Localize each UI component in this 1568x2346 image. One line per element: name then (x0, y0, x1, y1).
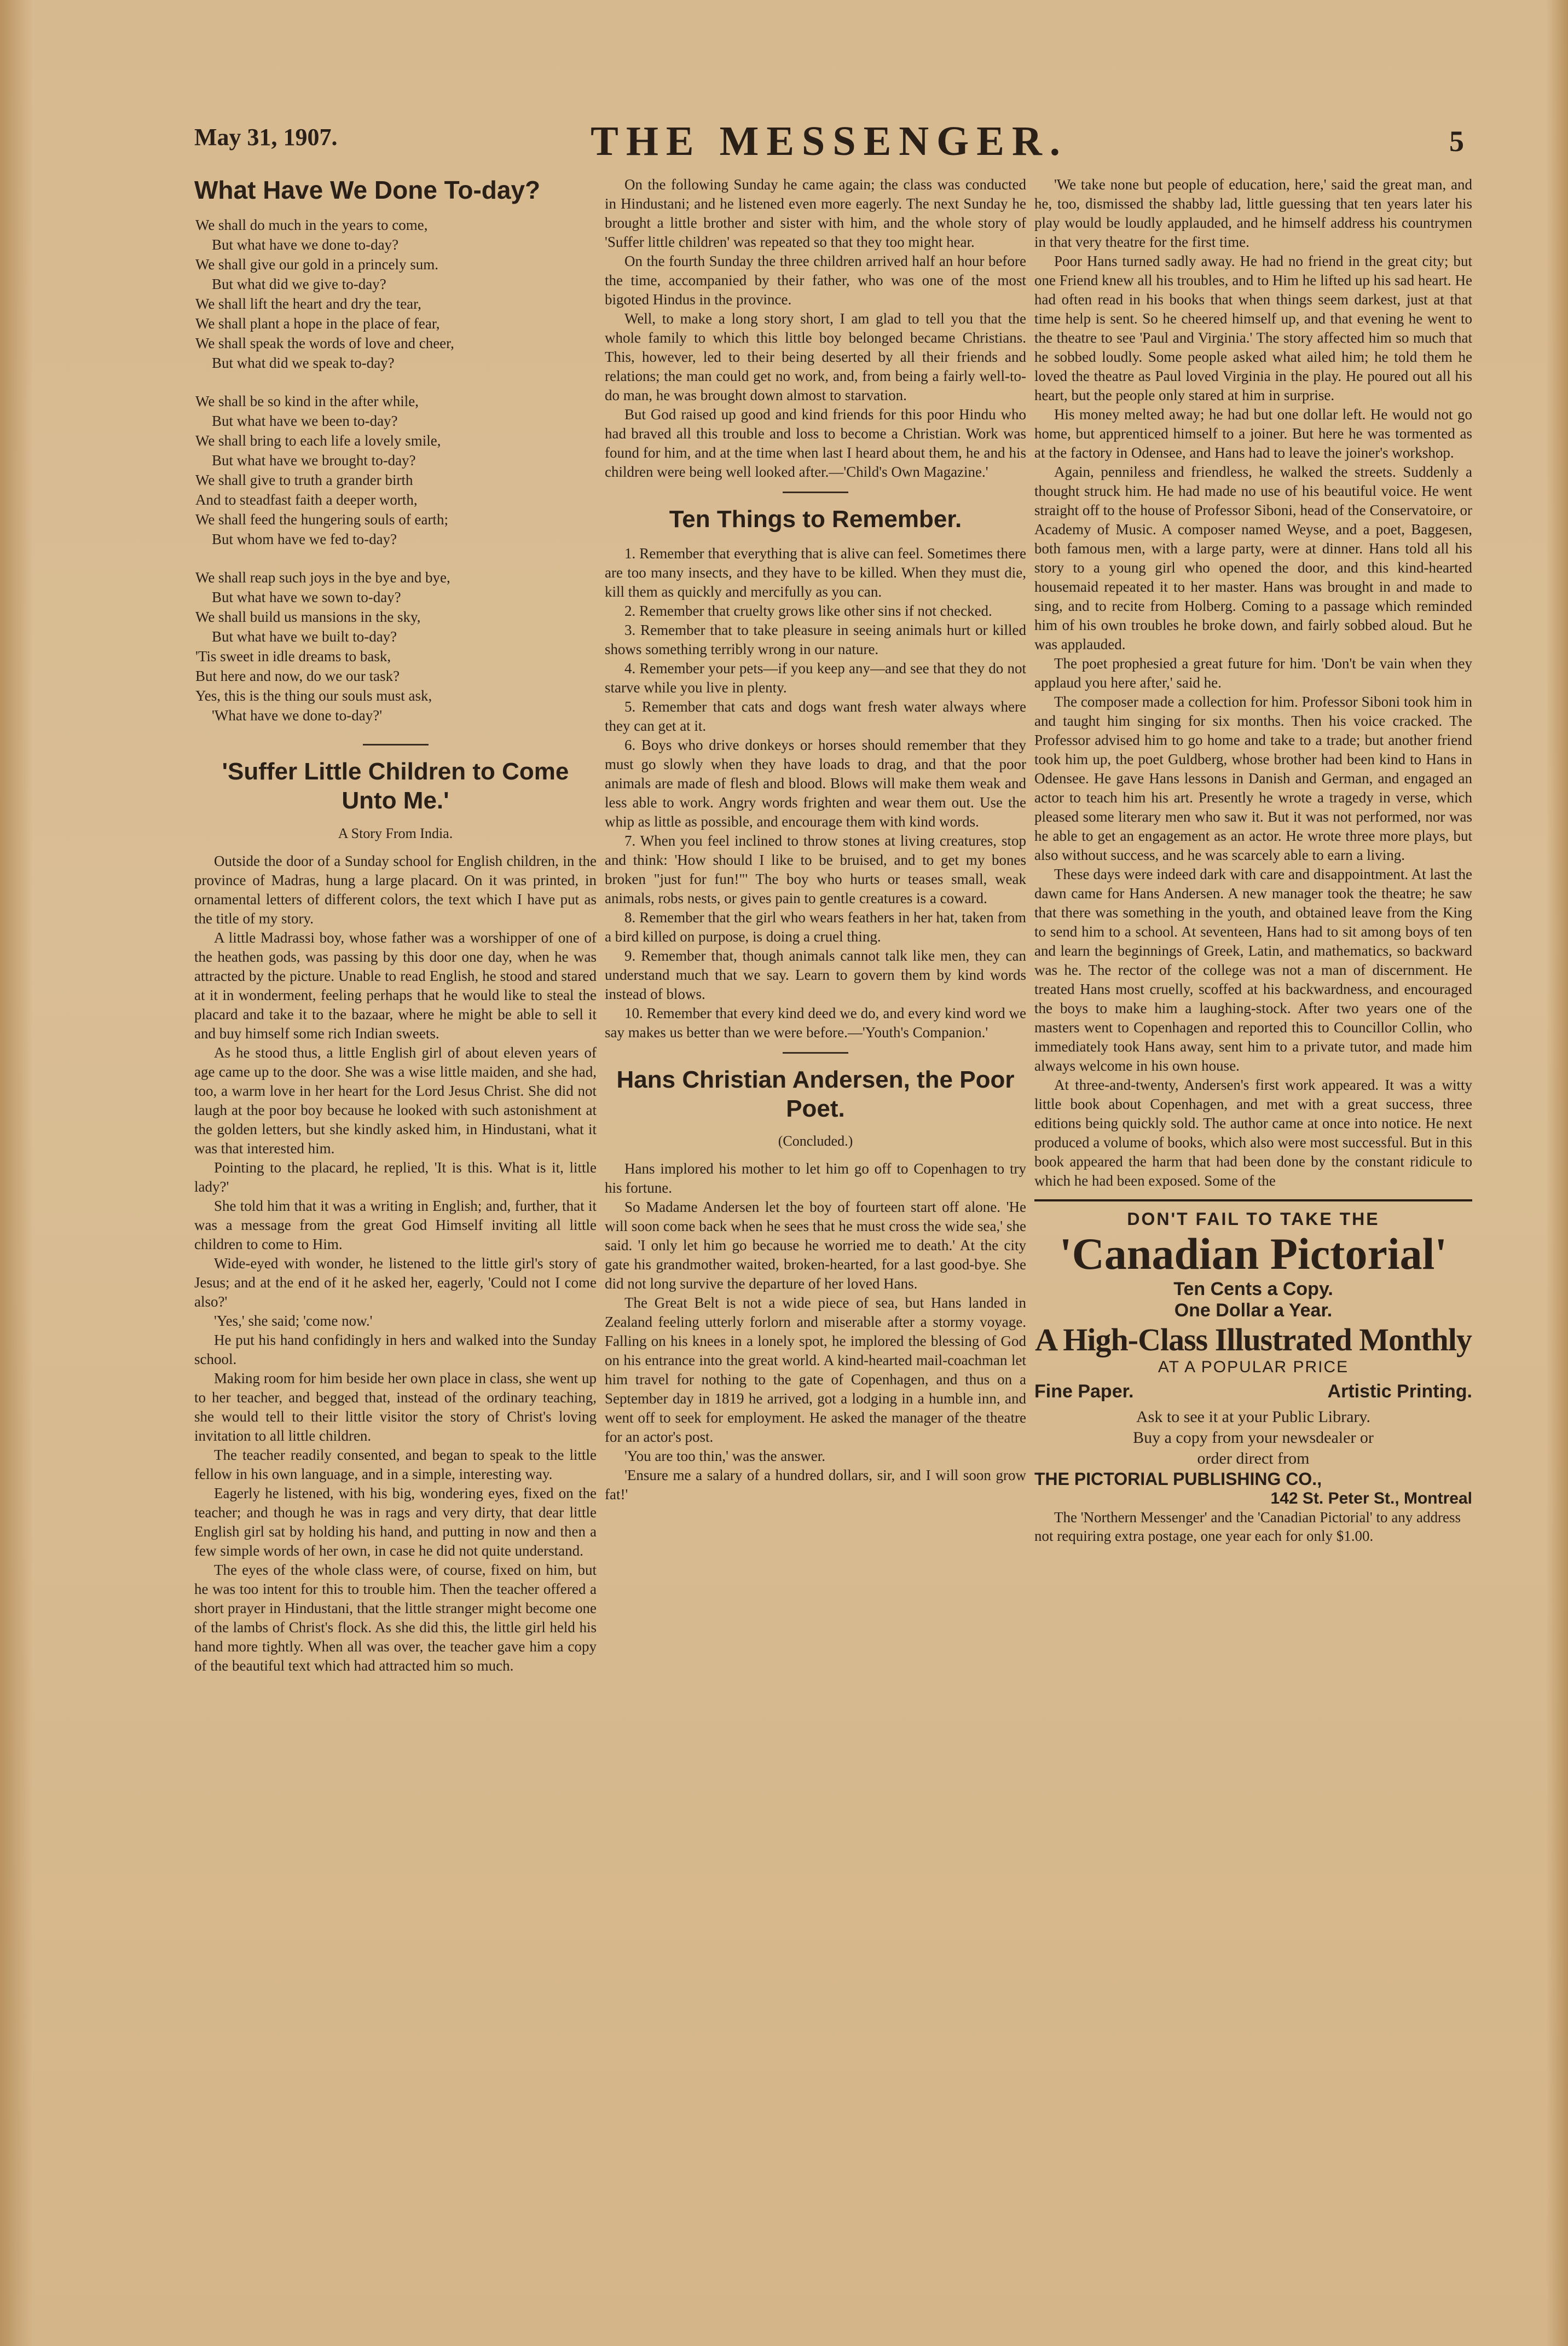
poem-line: But here and now, do we our task? (195, 668, 400, 685)
poem-line: But what have we done to-day? (212, 236, 399, 253)
story-paragraph: The eyes of the whole class were, of course, fixed on him, but he was too intent for this to trouble him. Then the teacher offered a short prayer in Hindustani, that the little stranger might become one of the lambs of Christ's flock. As she did this, the little girl held his hand more tightly. When all was over, the teacher gave him a copy of the beautiful text which had attracted him so much. (194, 1561, 597, 1674)
ad-price-year: One Dollar a Year. (1174, 1300, 1333, 1321)
story-paragraph: Eagerly he listened, with his big, wondering eyes, fixed on the teacher; and though he was in rags and very dirty, that dear little English girl sat by holding his hand, and putting in now and then a few simple words of her own, in case he did not quite understand. (194, 1484, 597, 1559)
ten-things-title: Ten Things to Remember. (669, 506, 962, 533)
andersen-subtitle: (Concluded.) (778, 1133, 853, 1149)
poem-title: What Have We Done To-day? (194, 176, 541, 204)
story-paragraph: He put his hand confidingly in hers and walked into the Sunday school. (194, 1331, 597, 1367)
page-header (194, 118, 1464, 178)
poem-stanza (195, 568, 597, 725)
andersen-paragraph: The poet prophesied a great future for him. 'Don't be vain when they applaud you here after,' said he. (1034, 655, 1472, 691)
poem-line: We shall be so kind in the after while, (195, 393, 419, 410)
story-paragraph: The teacher readily consented, and began to speak to the little fellow in his own language, and in a simple, interesting way. (194, 1446, 597, 1482)
poem-line: Yes, this is the thing our souls must ask, (195, 687, 432, 704)
andersen-paragraph: The composer made a collection for him. Professor Siboni took him in and taught him singing for six months. Then his voice cracked. The Professor advised him to go home and take to a trade; but another friend took him up, the poet Guldberg, whose brother had been kind to Hans in Odensee. He gave Hans lessons in Danish and German, and engaged an actor to teach him his art. Presently he wrote a tragedy in verse, which pleased some literary men who saw it. But it was not performed, nor was he able to get an engagement as an actor. He wrote three more plays, but also without success, and he was scarcely able to earn a living. (1034, 694, 1472, 863)
story-paragraph: On the fourth Sunday the three children arrived half an hour before the time, accompanied by their father, who was one of the most bigoted Hindus in the province. (605, 253, 1026, 308)
story-paragraph: But God raised up good and kind friends for this poor Hindu who had braved all this trouble and loss to become a Christian. Work was found for him, and at the time when last I heard about them, he and his children were being well looked after.—'Child's Own Magazine.' (605, 406, 1026, 480)
ad-ask-line: Buy a copy from your newsdealer or (1133, 1429, 1374, 1447)
andersen-body-part-2 (1034, 175, 1472, 1191)
andersen-paragraph: The Great Belt is not a wide piece of sea, but Hans landed in Zealand feeling utterly forlorn and miserable after a stormy voyage. Falling on his knees in a lonely spot, he implored the blessing of God on his entrance into the great world. A kind-hearted mail-coachman let him travel for nothing to the gate of Copenhagen, and thus on a September day in 1819 he arrived, got a lodging in a humble inn, and went off to seek for employment. He asked the manager of the theatre for an actor's post. (605, 1295, 1026, 1446)
andersen-body-part-1 (605, 1159, 1026, 1504)
andersen-paragraph: 'We take none but people of education, here,' said the great man, and he, too, dismissed the shabby lad, little guessing that ten years later his play would be loudly applauded, and he himself address his countrymen in that very theatre for the first time. (1034, 176, 1472, 250)
ad-line-dont-fail: DON'T FAIL TO TAKE THE (1127, 1209, 1380, 1229)
ten-things-item: 3. Remember that to take pleasure in seeing animals hurt or killed shows something terribly wrong in our nature. (605, 621, 1026, 657)
poem-line: But what did we give to-day? (212, 276, 386, 293)
ad-tagline: A High-Class Illustrated Monthly (1035, 1322, 1472, 1358)
poem-line: We shall bring to each life a lovely smile, (195, 432, 441, 449)
ad-offer: The 'Northern Messenger' and the 'Canadian Pictorial' to any address not requiring extra postage, one year each for only $1.00. (1034, 1509, 1461, 1545)
ten-things-item: 10. Remember that every kind deed we do, and every kind word we say makes us better than we were before.—'Youth's Companion.' (605, 1004, 1026, 1041)
column-1 (194, 175, 597, 1675)
poem-line: We shall give our gold in a princely sum. (195, 256, 438, 273)
story-paragraph: Making room for him beside her own place in class, she went up to her teacher, and begged that, instead of the ordinary teaching, she would tell to their little visitor the story of Christ's loving invitation to all little children. (194, 1370, 597, 1444)
ad-popular-price: AT A POPULAR PRICE (1158, 1358, 1349, 1377)
story-paragraph: Wide-eyed with wonder, he listened to the little girl's story of Jesus; and at the end of it he asked her, eagerly, 'Could not I come also?' (194, 1255, 597, 1310)
ten-things-item: 1. Remember that everything that is alive can feel. Sometimes there are too many insects, and they have to be killed. When they must die, kill them as quickly and mercifully as you can. (605, 545, 1026, 600)
ad-price-copy: Ten Cents a Copy. (1173, 1279, 1333, 1300)
poem-line: And to steadfast faith a deeper worth, (195, 492, 418, 509)
story-body-part-2 (605, 175, 1026, 482)
poem-body (195, 215, 597, 725)
story-title: 'Suffer Little Children to Come Unto Me.' (222, 758, 569, 814)
poem-line: But what did we speak to-day? (212, 355, 395, 372)
ten-things-body (605, 544, 1026, 1042)
andersen-paragraph: His money melted away; he had but one dollar left. He would not go home, but apprenticed himself to a joiner. But here he was tormented as at the factory in Odensee, and Hans had to leave the joiner's workshop. (1034, 406, 1472, 461)
poem-line: We shall speak the words of love and cheer, (195, 335, 454, 352)
masthead: THE MESSENGER. (591, 118, 1068, 164)
story-paragraph: 'Yes,' she said; 'come now.' (214, 1312, 373, 1329)
andersen-paragraph: 'You are too thin,' was the answer. (624, 1448, 825, 1465)
andersen-paragraph: These days were indeed dark with care and disappointment. At last the dawn came for Hans Andersen. A new manager took the theatre; he saw that there was something in the youth, and obtained leave from the King to send him to a school. At seventeen, Hans had to sit among boys of ten and learn the beginnings of Greek, Latin, and mathematics, so backward was he. The rector of the college was not a man of discernment. He treated Hans most cruelly, scoffed at his backwardness, and encouraged the boys to make him a laughing-stock. After two years one of the masters went to Copenhagen and reported this to Councillor Collin, who immediately took Hans away, sent him to a private tutor, and made him always welcome in his own house. (1034, 866, 1472, 1074)
andersen-paragraph: So Madame Andersen let the boy of fourteen start off alone. 'He will soon come back when he sees that he must cross the wide sea,' she said. 'I only let him go because he worried me to death.' At the city gate his grandmother waited, broken-hearted, for a last good-bye. She did not long survive the departure of her loved Hans. (605, 1199, 1026, 1292)
story-paragraph: She told him that it was a writing in English; and, further, that it was a message from the great God Himself inviting all little children to come to Him. (194, 1197, 597, 1252)
andersen-paragraph: At three-and-twenty, Andersen's first work appeared. It was a witty little book about Copenhagen, and met with a great success, three editions being quickly sold. The author came at once into notice. He next produced a volume of books, which also were most successful. But in this book appeared the harm that had been done by the constant ridicule to which he had been exposed. Some of the (1034, 1077, 1472, 1189)
poem-line: 'What have we done to-day?' (212, 707, 383, 724)
section-divider (783, 1052, 848, 1054)
ten-things-item: 6. Boys who drive donkeys or horses should remember that they must go slowly when they have loads to drag, and that the poor animals are made of flesh and blood. Blows will make them weak and less able to work. Angry words frighten and wear them out. Use the whip as little as possible, and encourage them with kind words. (605, 736, 1026, 830)
poem-line: We shall build us mansions in the sky, (195, 609, 421, 626)
column-3 (1034, 175, 1472, 1545)
poem-line: But whom have we fed to-day? (212, 531, 397, 548)
andersen-title: Hans Christian Andersen, the Poor Poet. (616, 1066, 1015, 1122)
issue-date: May 31, 1907. (194, 124, 338, 151)
andersen-paragraph: Poor Hans turned sadly away. He had no friend in the great city; but one Friend knew all his troubles, and to Him he lifted up his sad heart. He had often read in his books that when things seem darkest, just at that time help is sent. So he cheered himself up, and that evening he went to the theatre to see 'Paul and Virginia.' The story affected him so much that he sobbed loudly. Some people asked what ailed him; he told them he loved the theatre as Paul loved Virginia in the play. He poured out all his heart, but the people only stared at him in surprise. (1034, 253, 1472, 403)
poem-line: But what have we been to-day? (212, 413, 398, 430)
story-paragraph: Pointing to the placard, he replied, 'It is this. What is it, little lady?' (194, 1159, 597, 1195)
story-paragraph: On the following Sunday he came again; the class was conducted in Hindustani; and he listened even more eagerly. The next Sunday he brought a little brother and sister with him, and the whole story of 'Suffer little children' was repeated so that they too might hear. (605, 176, 1026, 250)
poem-line: We shall give to truth a grander birth (195, 472, 413, 489)
andersen-paragraph: Again, penniless and friendless, he walked the streets. Suddenly a thought struck him. He had made no use of his beautiful voice. He went straight off to the house of Professor Siboni, head of the Conservatoire, or Academy of Music. A composer named Weyse, and a poet, Baggesen, both famous men, with a large party, were at dinner. Hans told all his story to a young girl who opened the door, and this kind-hearted housemaid repeated it to her master. Hans was brought in and made to sing, and to recite from Holberg. Coming to a passage which reminded him of his own troubles he broke down, and fairly sobbed aloud. But he was applauded. (1034, 464, 1472, 652)
poem-line: We shall lift the heart and dry the tear, (195, 296, 421, 313)
section-divider (783, 492, 848, 493)
column-2 (605, 175, 1026, 1504)
poem-line: But what have we brought to-day? (212, 452, 416, 469)
andersen-paragraph: Hans implored his mother to let him go off to Copenhagen to try his fortune. (605, 1160, 1026, 1197)
story-subtitle: A Story From India. (338, 825, 453, 841)
poem-line: 'Tis sweet in idle dreams to bask, (195, 648, 391, 665)
ad-address: 142 St. Peter St., Montreal (1270, 1489, 1472, 1508)
section-divider (363, 744, 429, 746)
poem-line: But what have we sown to-day? (212, 589, 401, 606)
story-paragraph: Outside the door of a Sunday school for English children, in the province of Madras, hung a large placard. On it was printed, in ornamental letters of different colors, the text which I have put as the title of my story. (194, 852, 597, 927)
ad-brand-name: 'Canadian Pictorial' (1059, 1229, 1448, 1279)
ten-things-item: 7. When you feel inclined to throw stones at living creatures, stop and think: 'How should I like to be bruised, and to get my bones broken "just for fun!"' The boy who hurts or teases small, weak animals, robs nests, or gives pain to gentle creatures is a coward. (605, 832, 1026, 906)
story-paragraph: Well, to make a long story short, I am glad to tell you that the whole family to which this little boy belonged became Christians. This, however, led to their being deserted by all their friends and relations; the man could get no work, and, from being a fairly well-to-do man, he was brought down almost to starvation. (605, 310, 1026, 403)
canadian-pictorial-ad (1034, 1199, 1472, 1545)
ten-things-item: 8. Remember that the girl who wears feathers in her hat, taken from a bird killed on purpose, is doing a cruel thing. (605, 909, 1026, 945)
ad-publisher: THE PICTORIAL PUBLISHING CO., (1034, 1469, 1322, 1489)
story-body-part-1 (194, 852, 597, 1675)
poem-line: We shall do much in the years to come, (195, 217, 428, 234)
ad-fine-paper: Fine Paper. (1034, 1381, 1134, 1402)
ad-ask-line: Ask to see it at your Public Library. (1136, 1408, 1370, 1426)
page-number: 5 (1449, 125, 1464, 158)
ad-features (1034, 1377, 1472, 1407)
poem-stanza (195, 391, 597, 549)
page-edge-left (0, 0, 33, 2346)
story-paragraph: As he stood thus, a little English girl of about eleven years of age came up to the door. She was a wise little maiden, and she had, too, a warm love in her heart for the Lord Jesus Christ. She did not laugh at the poor boy because he looked with such astonishment at the golden letters, but she kindly asked him, in Hindustani, what it was that interested him. (194, 1044, 597, 1157)
poem-line: We shall reap such joys in the bye and bye, (195, 569, 450, 586)
poem-line: We shall plant a hope in the place of fear, (195, 315, 440, 332)
poem-line: We shall feed the hungering souls of earth; (195, 511, 448, 528)
ad-artistic-printing: Artistic Printing. (1327, 1381, 1472, 1402)
page-edge-right (1546, 0, 1568, 2346)
poem-stanza (195, 215, 597, 373)
ten-things-item: 2. Remember that cruelty grows like other sins if not checked. (624, 602, 992, 619)
ten-things-item: 4. Remember your pets—if you keep any—and see that they do not starve while you live in plenty. (605, 660, 1026, 696)
ad-ask-line: order direct from (1197, 1449, 1310, 1468)
ten-things-item: 5. Remember that cats and dogs want fresh water always where they can get at it. (605, 698, 1026, 734)
andersen-paragraph: 'Ensure me a salary of a hundred dollars, sir, and I will soon grow fat!' (605, 1467, 1026, 1503)
story-paragraph: A little Madrassi boy, whose father was a worshipper of one of the heathen gods, was passing by this door one day, when he was attracted by the picture. Unable to read English, he stood and stared at it in wonderment, feeling perhaps that he would like to steal the placard and take it to the bazaar, where he might be able to sell it and buy himself some rich Indian sweets. (194, 929, 597, 1042)
poem-line: But what have we built to-day? (212, 628, 397, 645)
ten-things-item: 9. Remember that, though animals cannot talk like men, they can understand much that we say. Learn to govern them by kind words instead of blows. (605, 947, 1026, 1002)
